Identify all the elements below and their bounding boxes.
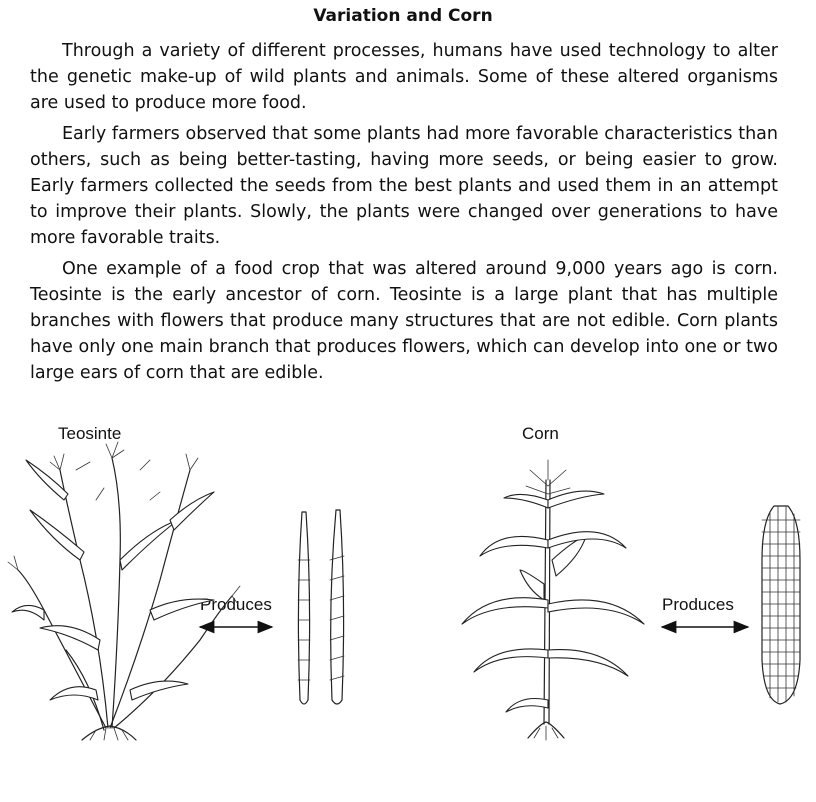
teosinte-ear-icon [298, 510, 344, 704]
teosinte-label: Teosinte [58, 424, 122, 443]
paragraph-2: Early farmers observed that some plants had more favorable characteristics than others, such as being better-tasting, having more seeds, or being easier to grow. Early farmers collected the seeds from the best plants and used them in an attempt to improve their plants. Slowly, the plants were changed over generations to have more favorable traits. [30, 124, 778, 248]
teosinte-plant-icon [8, 442, 240, 740]
left-produces-label: Produces [200, 595, 272, 614]
page-title: Variation and Corn [313, 6, 493, 26]
right-produces-label: Produces [662, 595, 734, 614]
corn-label: Corn [522, 424, 559, 443]
paragraph-3: One example of a food crop that was altered around 9,000 years ago is corn. Teosinte is the early ancestor of corn. Teosinte is a large plant that has multiple branches with flowers that produce many structures that are not edible. Corn plants have only one main branch that produces flowers, which can develop into one or two large ears of corn that are edible. [30, 259, 778, 383]
corn-plant-icon [462, 460, 644, 740]
corn-ear-icon [762, 506, 800, 704]
paragraph-1: Through a variety of different processes, humans have used technology to alter the genetic make-up of wild plants and animals. Some of these altered organisms are used to produce more food. [30, 41, 778, 113]
